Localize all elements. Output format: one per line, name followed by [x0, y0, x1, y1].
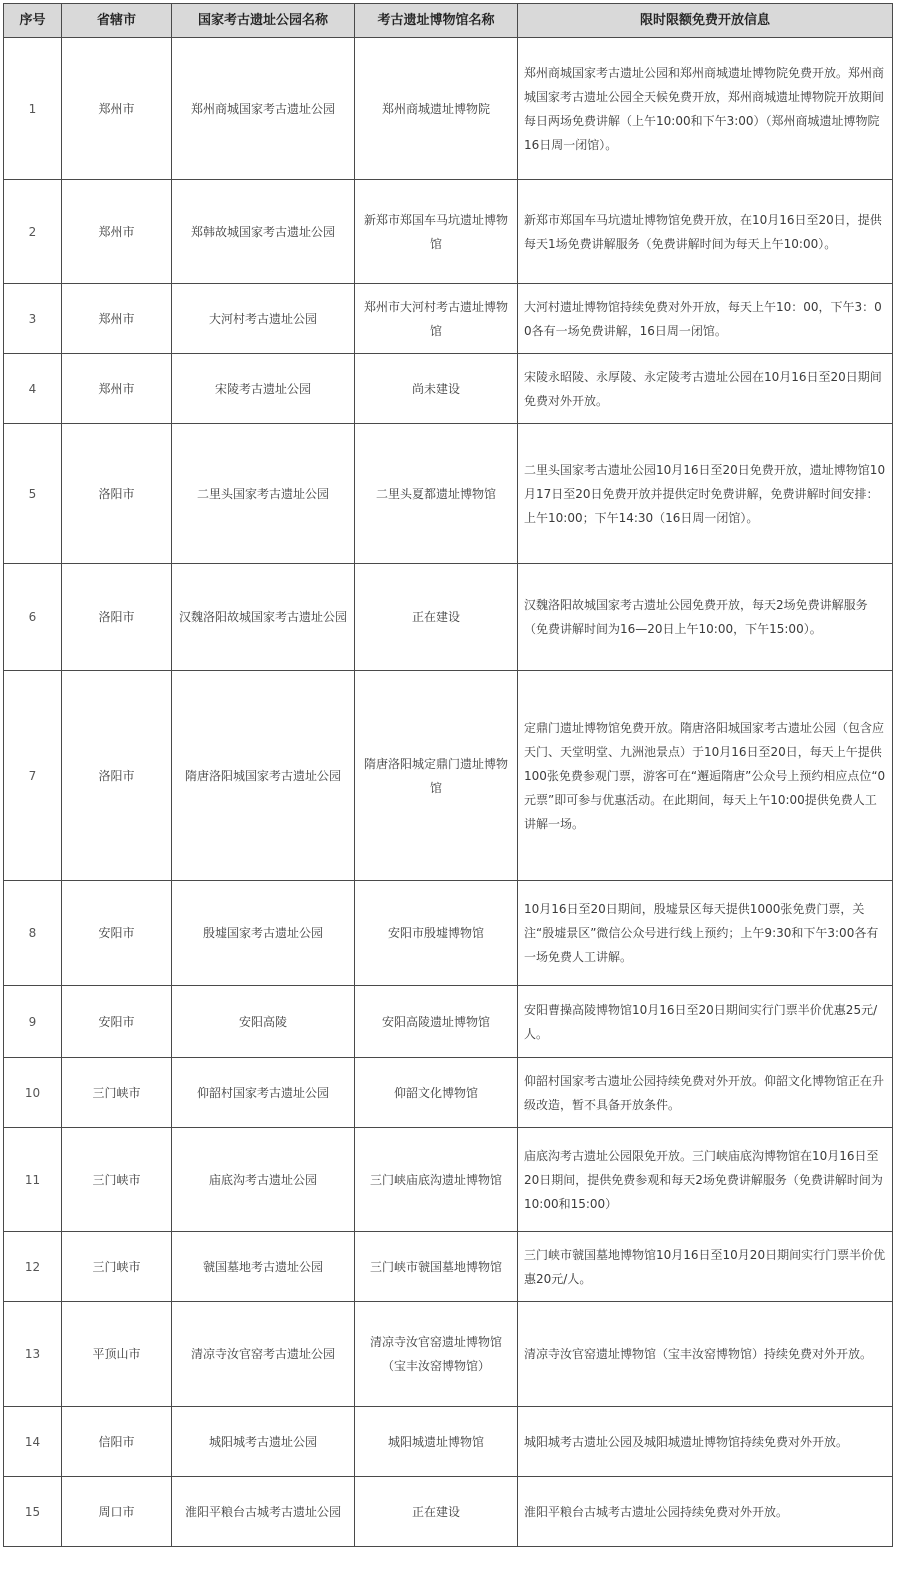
table-row — [4, 1232, 893, 1302]
row-city: 郑州市 — [62, 284, 172, 354]
row-city: 信阳市 — [62, 1407, 172, 1477]
row-museum: 安阳市殷墟博物馆 — [355, 881, 518, 986]
row-museum: 正在建设 — [355, 564, 518, 671]
row-city: 郑州市 — [62, 180, 172, 284]
table-row — [4, 284, 893, 354]
row-info: 定鼎门遗址博物馆免费开放。隋唐洛阳城国家考古遗址公园（包含应天门、天堂明堂、九洲池景点）于10月16日至20日，每天上午提供100张免费参观门票，游客可在“邂逅隋唐”公众号上预约相应点位“0元票”即可参与优惠活动。在此期间，每天上午10:00提供免费人工讲解一场。 — [518, 671, 893, 881]
row-info: 安阳曹操高陵博物馆10月16日至20日期间实行门票半价优惠25元/人。 — [518, 986, 893, 1058]
row-number: 4 — [4, 354, 62, 424]
table-row — [4, 1302, 893, 1407]
row-museum: 仰韶文化博物馆 — [355, 1058, 518, 1128]
row-park: 清凉寺汝官窑考古遗址公园 — [172, 1302, 355, 1407]
row-museum: 三门峡庙底沟遗址博物馆 — [355, 1128, 518, 1232]
row-museum: 安阳高陵遗址博物馆 — [355, 986, 518, 1058]
row-park: 汉魏洛阳故城国家考古遗址公园 — [172, 564, 355, 671]
row-info: 宋陵永昭陵、永厚陵、永定陵考古遗址公园在10月16日至20日期间免费对外开放。 — [518, 354, 893, 424]
row-city: 洛阳市 — [62, 671, 172, 881]
row-city: 郑州市 — [62, 38, 172, 180]
row-number: 6 — [4, 564, 62, 671]
table-row — [4, 881, 893, 986]
header-museum: 考古遗址博物馆名称 — [355, 4, 518, 38]
row-number: 1 — [4, 38, 62, 180]
row-park: 殷墟国家考古遗址公园 — [172, 881, 355, 986]
row-park: 宋陵考古遗址公园 — [172, 354, 355, 424]
row-number: 2 — [4, 180, 62, 284]
row-number: 7 — [4, 671, 62, 881]
row-info: 庙底沟考古遗址公园限免开放。三门峡庙底沟博物馆在10月16日至20日期间，提供免费参观和每天2场免费讲解服务（免费讲解时间为10:00和15:00） — [518, 1128, 893, 1232]
table-row — [4, 671, 893, 881]
table-row — [4, 354, 893, 424]
row-city: 周口市 — [62, 1477, 172, 1547]
header-no: 序号 — [4, 4, 62, 38]
row-number: 10 — [4, 1058, 62, 1128]
header-park: 国家考古遗址公园名称 — [172, 4, 355, 38]
row-number: 12 — [4, 1232, 62, 1302]
row-park: 郑州商城国家考古遗址公园 — [172, 38, 355, 180]
table-body — [4, 38, 893, 1547]
row-city: 三门峡市 — [62, 1058, 172, 1128]
row-city: 安阳市 — [62, 986, 172, 1058]
table-row — [4, 1058, 893, 1128]
row-info: 二里头国家考古遗址公园10月16日至20日免费开放，遗址博物馆10月17日至20日免费开放并提供定时免费讲解，免费讲解时间安排：上午10:00；下午14:30（16日周一闭馆）。 — [518, 424, 893, 564]
row-city: 平顶山市 — [62, 1302, 172, 1407]
row-info: 10月16日至20日期间，殷墟景区每天提供1000张免费门票，关注“殷墟景区”微信公众号进行线上预约；上午9:30和下午3:00各有一场免费人工讲解。 — [518, 881, 893, 986]
row-park: 郑韩故城国家考古遗址公园 — [172, 180, 355, 284]
row-number: 3 — [4, 284, 62, 354]
table-row — [4, 180, 893, 284]
free-admission-table — [3, 3, 893, 1547]
table-row — [4, 564, 893, 671]
row-info: 新郑市郑国车马坑遗址博物馆免费开放，在10月16日至20日，提供每天1场免费讲解服务（免费讲解时间为每天上午10:00）。 — [518, 180, 893, 284]
row-city: 安阳市 — [62, 881, 172, 986]
row-number: 9 — [4, 986, 62, 1058]
header-row — [4, 4, 893, 38]
row-number: 11 — [4, 1128, 62, 1232]
row-city: 洛阳市 — [62, 564, 172, 671]
row-info: 汉魏洛阳故城国家考古遗址公园免费开放，每天2场免费讲解服务（免费讲解时间为16—20日上午10:00，下午15:00）。 — [518, 564, 893, 671]
row-museum: 郑州市大河村考古遗址博物馆 — [355, 284, 518, 354]
row-info: 清凉寺汝官窑遗址博物馆（宝丰汝窑博物馆）持续免费对外开放。 — [518, 1302, 893, 1407]
row-museum: 三门峡市虢国墓地博物馆 — [355, 1232, 518, 1302]
row-museum: 城阳城遗址博物馆 — [355, 1407, 518, 1477]
row-city: 洛阳市 — [62, 424, 172, 564]
header-city: 省辖市 — [62, 4, 172, 38]
row-city: 郑州市 — [62, 354, 172, 424]
table-header — [4, 4, 893, 38]
row-park: 隋唐洛阳城国家考古遗址公园 — [172, 671, 355, 881]
table-row — [4, 1477, 893, 1547]
row-park: 二里头国家考古遗址公园 — [172, 424, 355, 564]
row-park: 仰韶村国家考古遗址公园 — [172, 1058, 355, 1128]
row-museum: 正在建设 — [355, 1477, 518, 1547]
row-info: 大河村遗址博物馆持续免费对外开放，每天上午10：00，下午3：00各有一场免费讲解，16日周一闭馆。 — [518, 284, 893, 354]
table-row — [4, 424, 893, 564]
row-number: 8 — [4, 881, 62, 986]
free-admission-table-container — [3, 3, 892, 1547]
row-park: 淮阳平粮台古城考古遗址公园 — [172, 1477, 355, 1547]
row-museum: 郑州商城遗址博物院 — [355, 38, 518, 180]
row-park: 虢国墓地考古遗址公园 — [172, 1232, 355, 1302]
row-park: 庙底沟考古遗址公园 — [172, 1128, 355, 1232]
table-row — [4, 1128, 893, 1232]
row-park: 大河村考古遗址公园 — [172, 284, 355, 354]
row-number: 13 — [4, 1302, 62, 1407]
row-museum: 隋唐洛阳城定鼎门遗址博物馆 — [355, 671, 518, 881]
row-museum: 新郑市郑国车马坑遗址博物馆 — [355, 180, 518, 284]
row-number: 14 — [4, 1407, 62, 1477]
row-info: 郑州商城国家考古遗址公园和郑州商城遗址博物院免费开放。郑州商城国家考古遗址公园全天候免费开放，郑州商城遗址博物院开放期间每日两场免费讲解（上午10:00和下午3:00）（郑州商城遗址博物院16日周一闭馆）。 — [518, 38, 893, 180]
row-number: 15 — [4, 1477, 62, 1547]
row-museum: 清凉寺汝官窑遗址博物馆（宝丰汝窑博物馆） — [355, 1302, 518, 1407]
row-city: 三门峡市 — [62, 1232, 172, 1302]
row-info: 三门峡市虢国墓地博物馆10月16日至10月20日期间实行门票半价优惠20元/人。 — [518, 1232, 893, 1302]
row-park: 城阳城考古遗址公园 — [172, 1407, 355, 1477]
header-info: 限时限额免费开放信息 — [518, 4, 893, 38]
row-info: 仰韶村国家考古遗址公园持续免费对外开放。仰韶文化博物馆正在升级改造，暂不具备开放条件。 — [518, 1058, 893, 1128]
row-info: 城阳城考古遗址公园及城阳城遗址博物馆持续免费对外开放。 — [518, 1407, 893, 1477]
table-row — [4, 1407, 893, 1477]
row-number: 5 — [4, 424, 62, 564]
table-row — [4, 38, 893, 180]
row-info: 淮阳平粮台古城考古遗址公园持续免费对外开放。 — [518, 1477, 893, 1547]
table-row — [4, 986, 893, 1058]
row-museum: 尚未建设 — [355, 354, 518, 424]
row-park: 安阳高陵 — [172, 986, 355, 1058]
row-city: 三门峡市 — [62, 1128, 172, 1232]
row-museum: 二里头夏都遗址博物馆 — [355, 424, 518, 564]
